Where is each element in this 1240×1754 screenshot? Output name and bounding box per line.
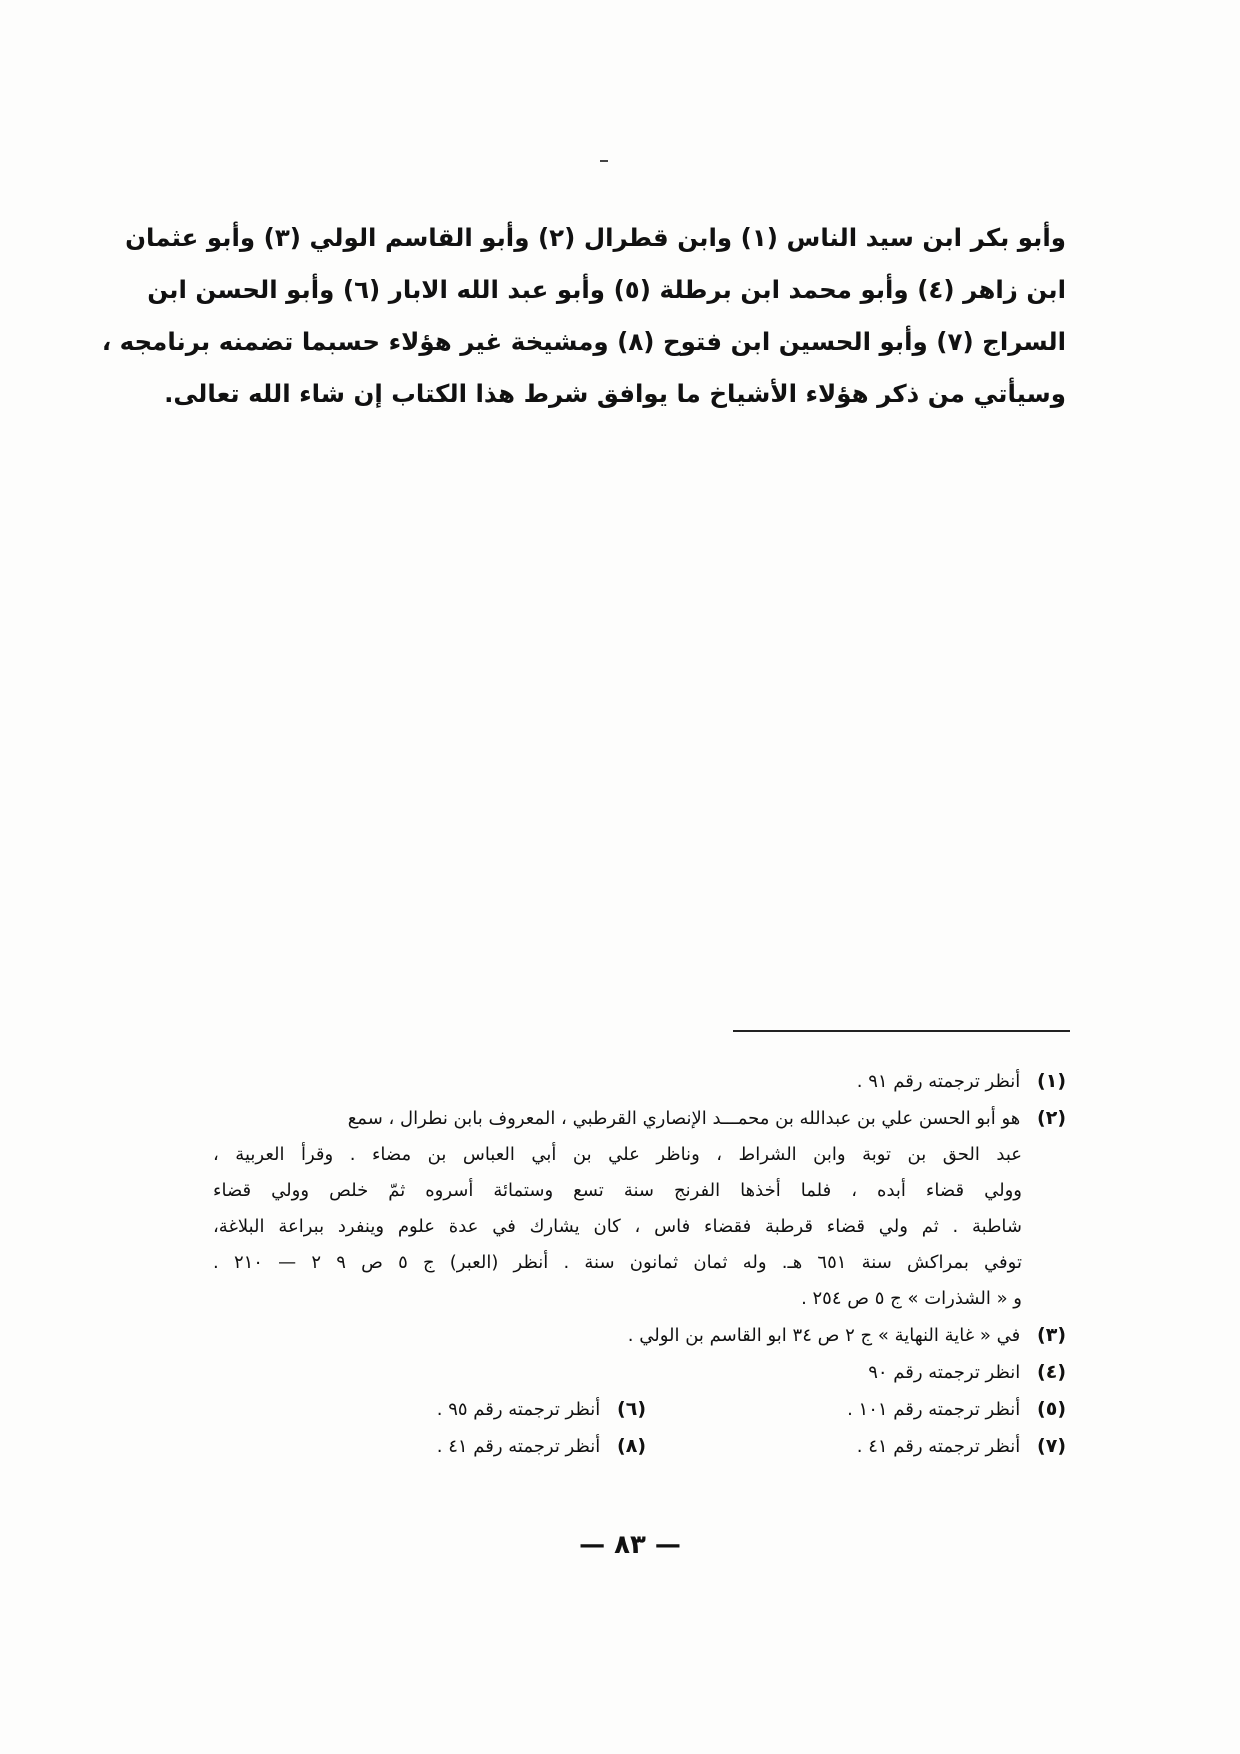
footnote-number: (٥): [1037, 1398, 1066, 1420]
scan-speck: [600, 160, 608, 162]
footnote-text: أنظر ترجمته رقم ١٠١ .: [847, 1399, 1021, 1420]
footnote-text: في « غاية النهاية » ج ٢ ص ٣٤ ابو القاسم بن الولي .: [627, 1325, 1021, 1346]
footnote-separator: [733, 1030, 1070, 1032]
body-line: وأبو بكر ابن سيد الناس (١) وابن قطرال (٢) وأبو القاسم الولي (٣) وأبو عثمان: [125, 223, 1066, 252]
footnote-number: (٧): [1037, 1435, 1066, 1457]
footnote-row: [213, 1391, 1066, 1428]
footnote-2-line: عبد الحق بن توبة وابن الشراط ، وناظر علي بن أبي العباس بن مضاء . وقرأ العربية ،: [213, 1144, 1022, 1165]
footnote-number: (٦): [617, 1398, 646, 1420]
footnote-number: (٣): [1037, 1324, 1066, 1346]
footnote-row: [213, 1428, 1066, 1465]
body-line: وسيأتي من ذكر هؤلاء الأشياخ ما يوافق شرط هذا الكتاب إن شاء الله تعالى.: [164, 379, 1066, 408]
footnote-text: أنظر ترجمته رقم ٩٥ .: [436, 1399, 601, 1420]
footnote-1: [213, 1063, 1066, 1100]
footnote-4: [213, 1354, 1066, 1391]
footnotes: [213, 1063, 1066, 1465]
footnote-text: هو أبو الحسن علي بن عبدالله بن محمـــد الإنصاري القرطبي ، المعروف بابن نطرال ، سمع: [347, 1108, 1021, 1129]
body-line: السراج (٧) وأبو الحسين ابن فتوح (٨) ومشيخة غير هؤلاء حسبما تضمنه برنامجه ،: [101, 327, 1066, 356]
footnote-2-line: وولي قضاء أبده ، فلما أخذها الفرنج سنة تسع وستمائة أسروه ثمّ خلص وولي قضاء: [213, 1180, 1022, 1201]
footnote-number: (١): [1037, 1070, 1066, 1092]
footnote-3: [213, 1317, 1066, 1354]
page-number: — ٨٣ —: [579, 1530, 681, 1560]
footnote-6: [226, 1391, 646, 1428]
footnote-2: [213, 1100, 1066, 1137]
footnote-7: [646, 1428, 1066, 1465]
footnote-8: [226, 1428, 646, 1465]
body-paragraph: [101, 212, 1066, 420]
footnote-number: (٤): [1037, 1361, 1066, 1383]
footnote-text: أنظر ترجمته رقم ٤١ .: [436, 1436, 601, 1457]
body-line: ابن زاهر (٤) وأبو محمد ابن برطلة (٥) وأبو عبد الله الابار (٦) وأبو الحسن ابن: [147, 275, 1066, 304]
footnote-number: (٢): [1037, 1107, 1066, 1129]
footnote-2-line: شاطبة . ثم ولي قضاء قرطبة فقضاء فاس ، كان يشارك في عدة علوم وينفرد ببراعة البلاغة،: [213, 1216, 1022, 1237]
footnote-5: [646, 1391, 1066, 1428]
footnote-2-line: توفي بمراكش سنة ٦٥١ هـ. وله ثمان ثمانون سنة . أنظر (العبر) ج ٥ ص ٩ ٢ — ٢١٠ .: [213, 1252, 1022, 1273]
footnote-2-line: و « الشذرات » ج ٥ ص ٢٥٤ .: [801, 1288, 1022, 1309]
footnote-text: أنظر ترجمته رقم ٤١ .: [856, 1436, 1021, 1457]
footnote-text: انظر ترجمته رقم ٩٠: [868, 1362, 1021, 1383]
footnote-text: أنظر ترجمته رقم ٩١ .: [856, 1071, 1021, 1092]
footnote-number: (٨): [617, 1435, 646, 1457]
